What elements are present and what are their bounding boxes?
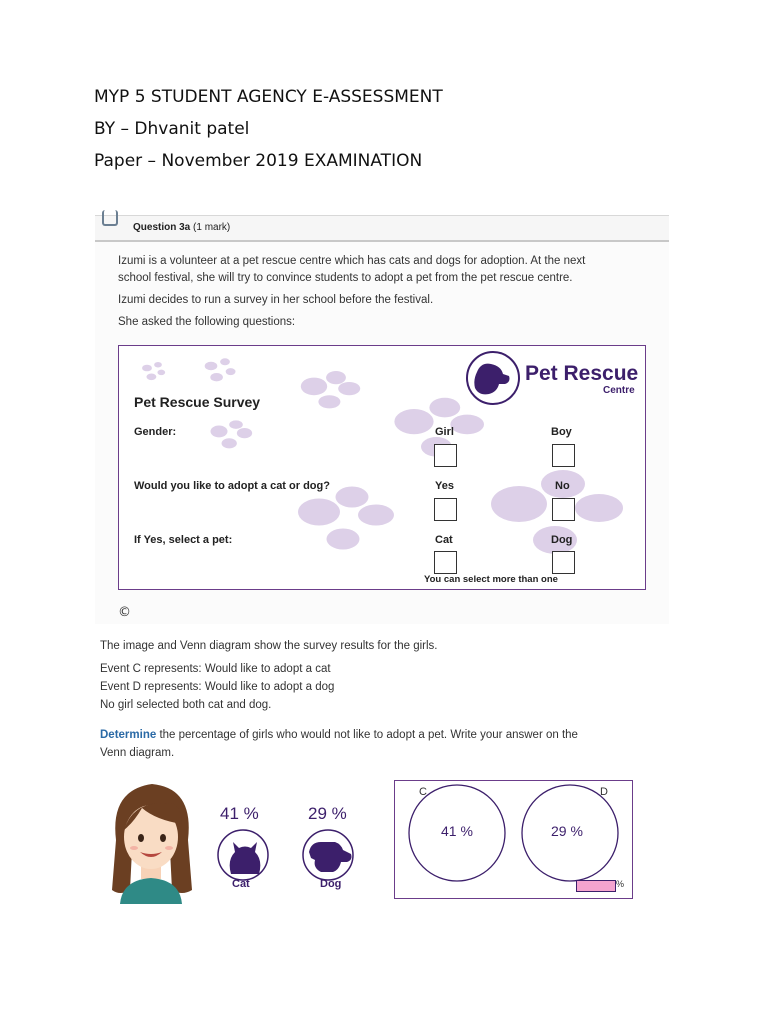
determine-instruction-2: Venn diagram.	[100, 747, 175, 759]
question-text-1b: school festival, she will try to convince students to adopt a pet from the pet rescue centre.	[118, 272, 573, 284]
pet-rescue-logo-icon	[465, 350, 521, 406]
determine-word: Determine	[100, 729, 157, 741]
dog-percentage: 29 %	[308, 804, 347, 823]
question-title	[133, 222, 230, 233]
select-pet-label: If Yes, select a pet:	[134, 534, 233, 546]
dog-icon	[301, 828, 355, 882]
dog-option-label: Dog	[551, 534, 573, 546]
doc-title: MYP 5 STUDENT AGENCY E-ASSESSMENT	[94, 87, 443, 107]
girl-checkbox[interactable]	[434, 444, 457, 467]
survey-form	[118, 345, 646, 590]
venn-label-c: C	[419, 786, 427, 798]
cat-checkbox[interactable]	[434, 551, 457, 574]
event-c-text: Event C represents: Would like to adopt a cat	[100, 663, 331, 675]
question-number: Question 3a	[133, 222, 191, 233]
dog-label: Dog	[320, 878, 342, 890]
answer-input-box[interactable]	[576, 880, 616, 892]
cat-icon	[216, 828, 270, 882]
survey-title: Pet Rescue Survey	[134, 394, 261, 410]
logo-title: Pet Rescue	[525, 362, 639, 385]
question-marks: (1 mark)	[193, 222, 231, 233]
determine-rest-1: the percentage of girls who would not like to adopt a pet. Write your answer on the	[156, 729, 578, 741]
question-text-1	[118, 253, 585, 287]
yes-checkbox[interactable]	[434, 498, 457, 521]
venn-c-value: 41 %	[441, 823, 473, 839]
no-both-text: No girl selected both cat and dog.	[100, 699, 272, 711]
question-icon	[102, 210, 118, 226]
cat-percentage: 41 %	[220, 804, 259, 823]
question-text-1a: Izumi is a volunteer at a pet rescue centre which has cats and dogs for adoption. At the next	[118, 255, 586, 267]
results-intro: The image and Venn diagram show the survey results for the girls.	[100, 640, 438, 652]
no-checkbox[interactable]	[552, 498, 575, 521]
select-more-note: You can select more than one	[424, 574, 558, 585]
adopt-question: Would you like to adopt a cat or dog?	[134, 480, 330, 492]
question-text-2: Izumi decides to run a survey in her school before the festival.	[118, 294, 434, 306]
dog-checkbox[interactable]	[552, 551, 575, 574]
question-text-3: She asked the following questions:	[118, 316, 296, 328]
venn-label-d: D	[600, 786, 608, 798]
determine-instruction	[100, 729, 578, 741]
cat-option-label: Cat	[435, 534, 453, 546]
answer-unit: %	[616, 879, 625, 889]
logo-subtitle: Centre	[603, 385, 635, 396]
venn-d-value: 29 %	[551, 823, 583, 839]
yes-label: Yes	[435, 480, 454, 492]
copyright-icon: ©	[118, 605, 131, 620]
question-panel	[95, 215, 669, 624]
boy-label: Boy	[551, 426, 572, 438]
girl-label: Girl	[435, 426, 454, 438]
gender-label: Gender:	[134, 426, 177, 438]
question-bar	[95, 216, 669, 242]
girl-avatar	[106, 780, 196, 904]
doc-paper: Paper – November 2019 EXAMINATION	[94, 151, 423, 171]
venn-diagram	[394, 780, 633, 899]
doc-author: BY – Dhvanit patel	[94, 119, 250, 139]
cat-label: Cat	[232, 878, 250, 890]
no-label: No	[555, 480, 570, 492]
event-d-text: Event D represents: Would like to adopt a dog	[100, 681, 335, 693]
boy-checkbox[interactable]	[552, 444, 575, 467]
